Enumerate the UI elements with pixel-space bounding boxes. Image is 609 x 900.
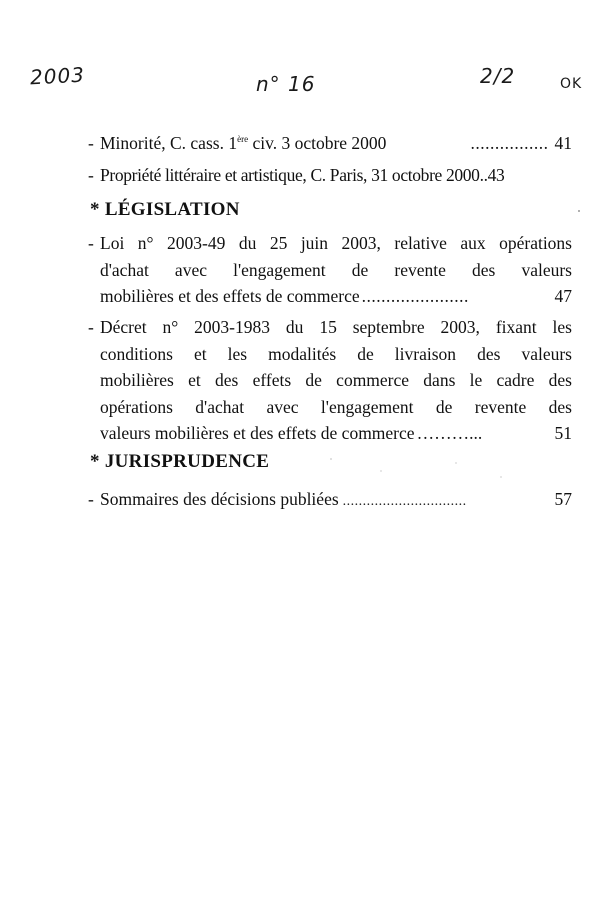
entry-text-line: Loi n° 2003-49 du 25 juin 2003, relative aux opérations <box>100 233 572 253</box>
scan-speck <box>578 210 580 212</box>
scan-speck <box>455 462 457 464</box>
handwritten-page-fraction: 2/2 <box>480 64 516 88</box>
section-heading-legislation: * LÉGISLATION <box>90 199 240 220</box>
scan-speck <box>500 476 502 478</box>
entry-page-number: 51 <box>554 423 572 443</box>
entry-leader-dots: ............................... <box>342 494 467 509</box>
entry-page-number: 41 <box>554 133 572 153</box>
entry-title: Propriété littéraire et artistique, C. Paris, 31 octobre 2000.. <box>100 165 488 185</box>
entry-leader-dots: ...................... <box>361 286 469 306</box>
entry-dash: - <box>88 133 94 153</box>
entry-dash: - <box>88 165 94 185</box>
entry-dash: - <box>88 489 94 509</box>
entry-leader-dots: ………... <box>416 423 483 443</box>
handwritten-ok: OK <box>560 76 583 92</box>
entry-text-line: Décret n° 2003-1983 du 15 septembre 2003, fixant les <box>100 317 572 337</box>
section-heading-jurisprudence: * JURISPRUDENCE <box>90 451 270 472</box>
entry-page-number: 47 <box>554 286 572 306</box>
entry-title-superscript: ère <box>237 134 249 144</box>
entry-text-line: mobilières et des effets de commerce dans le cadre des <box>100 370 572 390</box>
entry-leader-dots: ................ <box>470 133 549 153</box>
entry-page-number: 43 <box>487 165 505 185</box>
legislation-item-loi <box>88 230 572 310</box>
entry-text-line: conditions et les modalités de livraison des valeurs <box>100 343 572 364</box>
entry-text-line: d'achat avec l'engagement de revente des valeurs <box>100 259 572 280</box>
entry-title <box>100 130 386 156</box>
handwritten-year: 2003 <box>29 62 86 90</box>
entry-text-line: valeurs mobilières et des effets de commerce <box>100 423 415 443</box>
entry-page-number: 57 <box>554 489 572 509</box>
entry-text-line: opérations d'achat avec l'engagement de revente des <box>100 396 572 417</box>
scan-speck <box>380 470 382 472</box>
entry-title: Sommaires des décisions publiées <box>100 489 339 509</box>
entry-title-main: Minorité, C. cass. 1 <box>100 133 238 153</box>
handwritten-number: n° 16 <box>256 72 316 96</box>
entry-title-rest: civ. 3 octobre 2000 <box>248 133 387 153</box>
scan-speck <box>330 458 332 460</box>
entry-text-line: mobilières et des effets de commerce <box>100 286 360 306</box>
entry-dash: - <box>88 317 94 337</box>
entry-dash: - <box>88 233 94 253</box>
legislation-item-decret <box>88 314 572 447</box>
toc-entry-propriete <box>88 162 572 188</box>
jurisprudence-item-sommaires <box>88 486 572 515</box>
toc-entry-minorite <box>88 130 572 156</box>
